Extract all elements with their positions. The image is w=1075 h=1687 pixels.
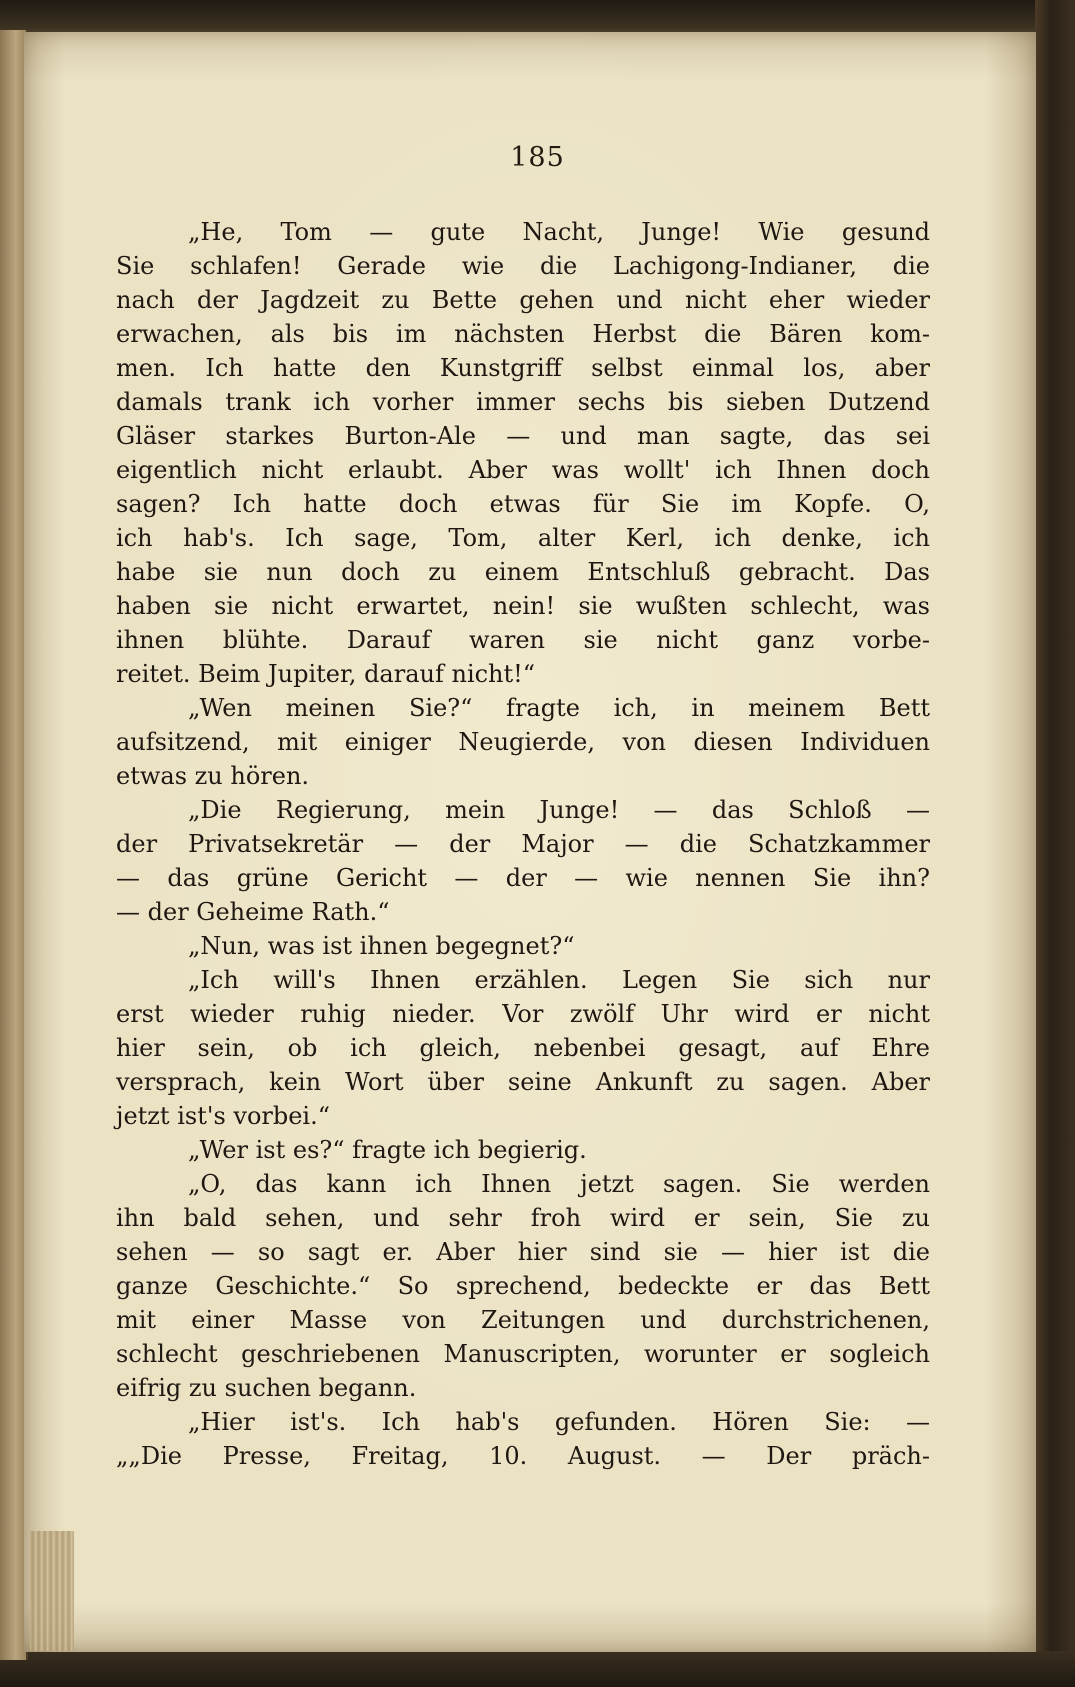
text-line: versprach, kein Wort über seine Ankunft zu sagen. Aber xyxy=(116,1068,930,1096)
text-line: der Privatsekretär — der Major — die Schatzkammer xyxy=(116,830,930,858)
text-line: „Ich will's Ihnen erzählen. Legen Sie sich nur xyxy=(188,966,930,994)
text-line: sagen? Ich hatte doch etwas für Sie im Kopfe. O, xyxy=(116,490,930,518)
text-line: aufsitzend, mit einiger Neugierde, von diesen Individuen xyxy=(116,728,930,756)
text-line: „He, Tom — gute Nacht, Junge! Wie gesund xyxy=(188,218,930,246)
binding-right xyxy=(1035,0,1075,1687)
text-line: — das grüne Gericht — der — wie nennen Sie ihn? xyxy=(116,864,930,892)
text-line: ich hab's. Ich sage, Tom, alter Kerl, ich denke, ich xyxy=(116,524,930,552)
text-line: „Nun, was ist ihnen begegnet?“ xyxy=(188,932,575,960)
text-line: — der Geheime Rath.“ xyxy=(116,898,390,926)
text-line: haben sie nicht erwartet, nein! sie wußten schlecht, was xyxy=(116,592,930,620)
text-line: „„Die Presse, Freitag, 10. August. — Der präch- xyxy=(116,1442,930,1470)
text-line: schlecht geschriebenen Manuscripten, worunter er sogleich xyxy=(116,1340,930,1368)
text-line: erst wieder ruhig nieder. Vor zwölf Uhr wird er nicht xyxy=(116,1000,930,1028)
binding-bottom xyxy=(0,1651,1075,1687)
body-text xyxy=(116,215,930,1473)
text-line: eifrig zu suchen begann. xyxy=(116,1374,417,1402)
text-line: Sie schlafen! Gerade wie die Lachigong-Indianer, die xyxy=(116,252,930,280)
text-line: men. Ich hatte den Kunstgriff selbst einmal los, aber xyxy=(116,354,930,382)
text-line: „Die Regierung, mein Junge! — das Schloß — xyxy=(188,796,930,824)
text-line: nach der Jagdzeit zu Bette gehen und nicht eher wieder xyxy=(116,286,930,314)
text-line: sehen — so sagt er. Aber hier sind sie — hier ist die xyxy=(116,1238,930,1266)
text-line: jetzt ist's vorbei.“ xyxy=(116,1102,331,1130)
text-line: ihnen blühte. Darauf waren sie nicht ganz vorbe- xyxy=(116,626,930,654)
text-line: mit einer Masse von Zeitungen und durchstrichenen, xyxy=(116,1306,930,1334)
text-line: Gläser starkes Burton-Ale — und man sagte, das sei xyxy=(116,422,930,450)
text-line: habe sie nun doch zu einem Entschluß gebracht. Das xyxy=(116,558,930,586)
text-line: ihn bald sehen, und sehr froh wird er sein, Sie zu xyxy=(116,1204,930,1232)
text-line: hier sein, ob ich gleich, nebenbei gesagt, auf Ehre xyxy=(116,1034,930,1062)
text-line: reitet. Beim Jupiter, darauf nicht!“ xyxy=(116,660,536,688)
page-number: 185 xyxy=(510,142,565,173)
text-line: etwas zu hören. xyxy=(116,762,310,790)
text-line: „O, das kann ich Ihnen jetzt sagen. Sie werden xyxy=(188,1170,930,1198)
text-line: eigentlich nicht erlaubt. Aber was wollt' ich Ihnen doch xyxy=(116,456,930,484)
text-line: „Wer ist es?“ fragte ich begierig. xyxy=(188,1136,587,1164)
text-line: „Wen meinen Sie?“ fragte ich, in meinem Bett xyxy=(188,694,930,722)
text-line: erwachen, als bis im nächsten Herbst die Bären kom- xyxy=(116,320,930,348)
bookmark-ribbon xyxy=(30,1531,74,1651)
text-line: ganze Geschichte.“ So sprechend, bedeckte er das Bett xyxy=(116,1272,930,1300)
text-line: damals trank ich vorher immer sechs bis sieben Dutzend xyxy=(116,388,930,416)
text-line: „Hier ist's. Ich hab's gefunden. Hören Sie: — xyxy=(188,1408,930,1436)
